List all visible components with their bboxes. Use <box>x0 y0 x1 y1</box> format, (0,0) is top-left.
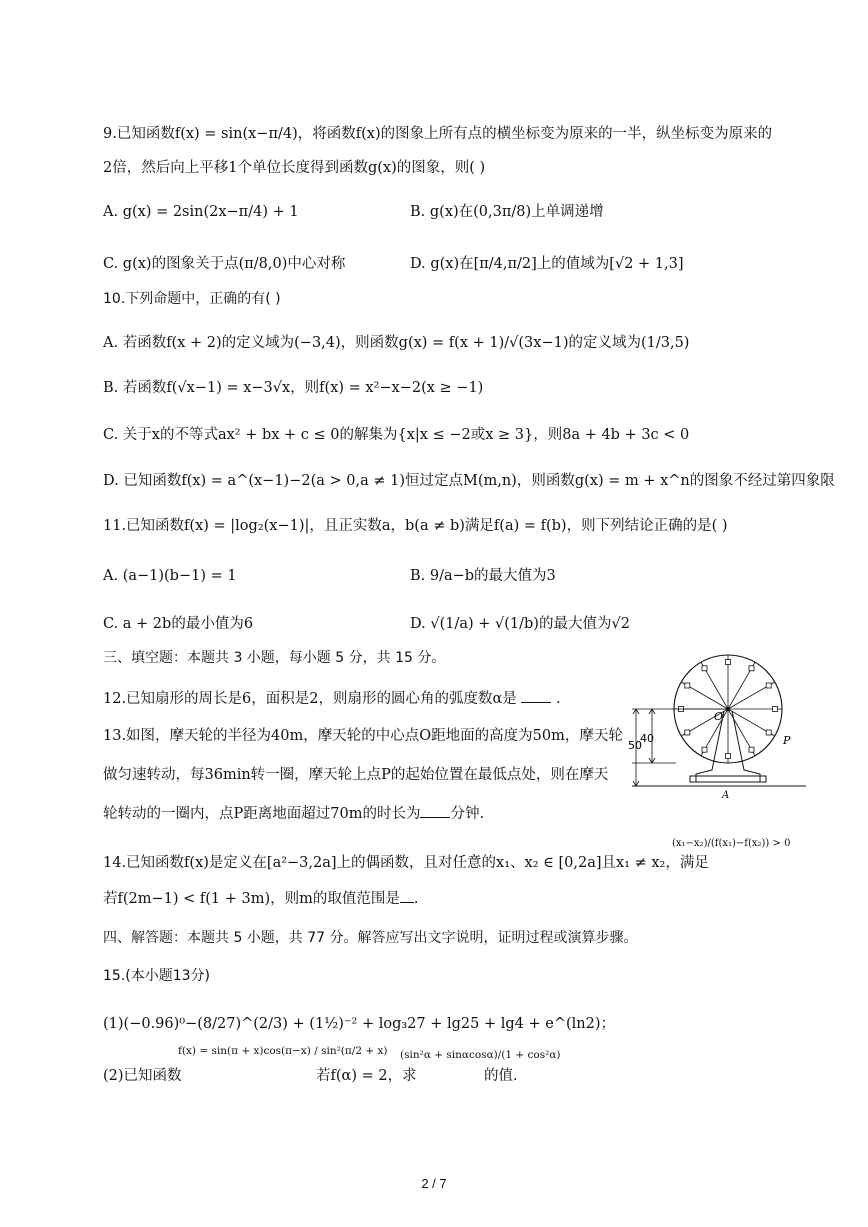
q13-line3 <box>103 803 484 824</box>
q9-line2: 2倍，然后向上平移1个单位长度得到函数g(x)的图象，则( ) <box>103 160 486 176</box>
q12-answer-blank <box>521 688 551 703</box>
wheel-cabin <box>773 707 778 712</box>
wheel-cabin <box>766 730 771 735</box>
q14-condition: (x₁−x₂)/(f(x₁)−f(x₂)) > 0 <box>672 838 791 849</box>
q11-option-c: C. a + 2b的最小值为6 <box>103 616 254 632</box>
label-A: A <box>722 790 730 798</box>
q9-option-d: D. g(x)在[π/4,π/2]上的值域为[√2 + 1,3] <box>410 256 684 272</box>
label-O: O <box>714 710 724 723</box>
q14-line1 <box>103 853 709 873</box>
q9-option-b: B. g(x)在(0,3π/8)上单调递增 <box>410 204 604 220</box>
section4-heading: 四、解答题：本题共 5 小题，共 77 分。解答应写出文字说明，证明过程或演算步骤。 <box>103 930 638 946</box>
q9-line1: 9.已知函数f(x) = sin(x−π/4)，将函数f(x)的图象上所有点的横坐标变为原来的一半，纵坐标变为原来的 <box>103 126 773 142</box>
q11-stem: 11.已知函数f(x) = |log₂(x−1)|，且正实数a，b(a ≠ b)满足f(a) = f(b)，则下列结论正确的是( ) <box>103 518 728 534</box>
q15-part2-end: 的值. <box>484 1068 518 1084</box>
q12-text: 12.已知扇形的周长是6，面积是2，则扇形的圆心角的弧度数α是 <box>103 691 517 707</box>
q14-line2 <box>103 888 419 909</box>
q13-line2: 做匀速转动，每36min转一圈，摩天轮上点P的起始位置在最低点处，则在摩天 <box>103 767 609 783</box>
label-50: 50 <box>628 739 642 752</box>
q13-line3-end: 分钟. <box>450 806 485 822</box>
wheel-base <box>690 776 766 782</box>
q14-line2-end: . <box>413 891 419 907</box>
q10-stem: 10.下列命题中，正确的有( ) <box>103 291 281 307</box>
q10-option-d: D. 已知函数f(x) = a^(x−1)−2(a > 0,a ≠ 1)恒过定点M(m,n)，则函数g(x) = m + x^n的图象不经过第四象限 <box>103 473 835 489</box>
q15-part2-function: f(x) = sin(π + x)cos(π−x) / sin²(π/2 + x) <box>178 1045 388 1057</box>
q15-part2 <box>103 1066 182 1086</box>
q13-answer-blank <box>420 803 450 818</box>
q10-option-c: C. 关于x的不等式ax² + bx + c ≤ 0的解集为{x|x ≤ −2或x ≥ 3}，则8a + 4b + 3c < 0 <box>103 427 690 443</box>
q13-line3-text: 轮转动的一圈内，点P距离地面超过70m的时长为 <box>103 806 421 822</box>
q9-option-a: A. g(x) = 2sin(2x−π/4) + 1 <box>103 204 299 220</box>
wheel-cabin <box>726 660 731 665</box>
q9-option-c: C. g(x)的图象关于点(π/8,0)中心对称 <box>103 256 346 272</box>
q14-line1-text: 14.已知函数f(x)是定义在[a²−3,2a]上的偶函数，且对任意的x₁、x₂ ∈ [0,2a]且x₁ ≠ x₂，满足 <box>103 855 709 871</box>
section3-heading: 三、填空题：本题共 3 小题，每小题 5 分，共 15 分。 <box>103 650 446 666</box>
wheel-cabin <box>766 683 771 688</box>
q15-title: 15.(本小题13分) <box>103 968 211 984</box>
wheel-cabin <box>685 730 690 735</box>
q14-line2-text: 若f(2m−1) < f(1 + 3m)，则m的取值范围是 <box>103 891 400 907</box>
wheel-cabin <box>749 666 754 671</box>
wheel-cabin <box>702 666 707 671</box>
q14-answer-blank <box>400 888 414 903</box>
q15-part1: (1)(−0.96)⁰−(8/27)^(2/3) + (1½)⁻² + log₃27 + lg25 + lg4 + e^(ln2)； <box>103 1016 615 1032</box>
wheel-cabin <box>685 683 690 688</box>
ferris-wheel-figure <box>628 650 808 798</box>
q15-part2-mid: 若f(α) = 2，求 <box>316 1068 417 1084</box>
q15-part2-expression: (sin²α + sinαcosα)/(1 + cos²α) <box>400 1049 561 1061</box>
q13-line1: 13.如图，摩天轮的半径为40m，摩天轮的中心点O距地面的高度为50m，摩天轮 <box>103 728 623 744</box>
label-P: P <box>783 734 791 747</box>
wheel-cabin <box>726 754 731 759</box>
q10-option-a: A. 若函数f(x + 2)的定义域为(−3,4)，则函数g(x) = f(x + 1)/√(3x−1)的定义域为(1/3,5) <box>103 335 690 351</box>
q11-option-b: B. 9/a−b的最大值为3 <box>410 568 556 584</box>
q12: 12.已知扇形的周长是6，面积是2，则扇形的圆心角的弧度数α是 . <box>103 688 561 709</box>
page-number: 2 / 7 <box>421 1176 447 1191</box>
wheel-cabin <box>702 747 707 752</box>
q15-part2-prefix: (2)已知函数 <box>103 1068 182 1084</box>
label-40: 40 <box>640 732 654 745</box>
q11-option-d: D. √(1/a) + √(1/b)的最大值为√2 <box>410 616 630 632</box>
q10-option-b: B. 若函数f(√x−1) = x−3√x，则f(x) = x²−x−2(x ≥ −1) <box>103 380 484 396</box>
q11-option-a: A. (a−1)(b−1) = 1 <box>103 568 237 584</box>
wheel-cabin <box>749 747 754 752</box>
